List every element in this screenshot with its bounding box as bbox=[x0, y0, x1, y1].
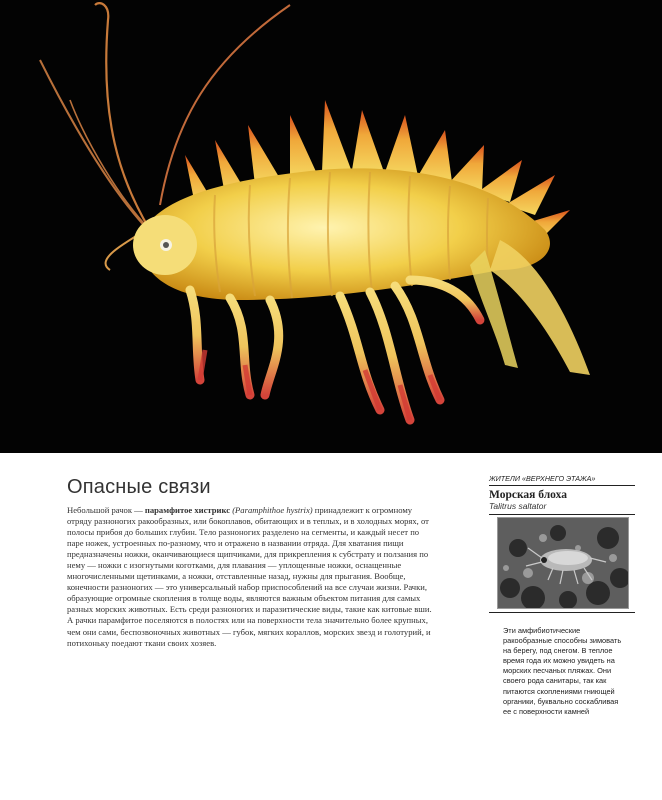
body-latin-name: (Paramphithoe hystrix) bbox=[232, 505, 313, 515]
sidebar-divider bbox=[489, 612, 635, 613]
body-seg: принадлежит к огромному отряду разноногих ракообразных, или бокоплавов, обитающих и в теплых, и в холодных морях, от полосы прибоя до больших глубин. Тело разноногих разделено на сегменты, и каждый несет по паре ножек, устроенных по-разному, что и отражено в названии отряда. Для хватания пищи предназначены ножки, оканчивающиеся щипчиками, для прикрепления к субстрату и ползания по нему — ножки с изогнутыми коготками, для плавания — уплощенные ножки, оснащенные многочисленными щетинками, а ножки, отставленные назад, нужны для прыгания. Вообще, конечности разноногих — это универсальный набор приспособлений на все случаи жизни. Рачки, образующие огромные скопления в толще воды, являются важным объектом питания для самых разных морских животных. Есть среди разноногих и паразитические виды, такие как китовые вши. А рачки парамфитое поселяются в полостях или на поверхности тела значительно более крупных, чем они сами, беспозвоночных животных — губок, мягких кораллов, морских звезд и голотурий, и потихоньку поедают ткани своих хозяев. bbox=[67, 505, 432, 648]
sidebar-kicker: ЖИТЕЛИ «ВЕРХНЕГО ЭТАЖА» bbox=[489, 474, 635, 486]
sidebar-box bbox=[489, 474, 635, 518]
sidebar-title: Морская блоха bbox=[489, 489, 567, 501]
body-bold-term: парамфитое хистрикс bbox=[144, 505, 231, 515]
sidebar-latin-name: Talitrus saltator bbox=[489, 501, 635, 515]
article-body bbox=[67, 505, 433, 649]
sidebar-photo-beach-flea bbox=[497, 517, 629, 609]
article-title: Опасные связи bbox=[67, 476, 211, 498]
body-seg: Небольшой рачок — bbox=[67, 505, 145, 515]
sidebar-caption: Эти амфибиотические ракообразные способны зимовать на берегу, под снегом. В теплое время года их можно увидеть на морских песчаных пляжах. Они своего рода санитары, так как питаются скоплениями гниющей органики, буквально соскабливая ее с поверхности камней bbox=[503, 626, 622, 716]
beach-flea-illustration bbox=[498, 518, 628, 608]
